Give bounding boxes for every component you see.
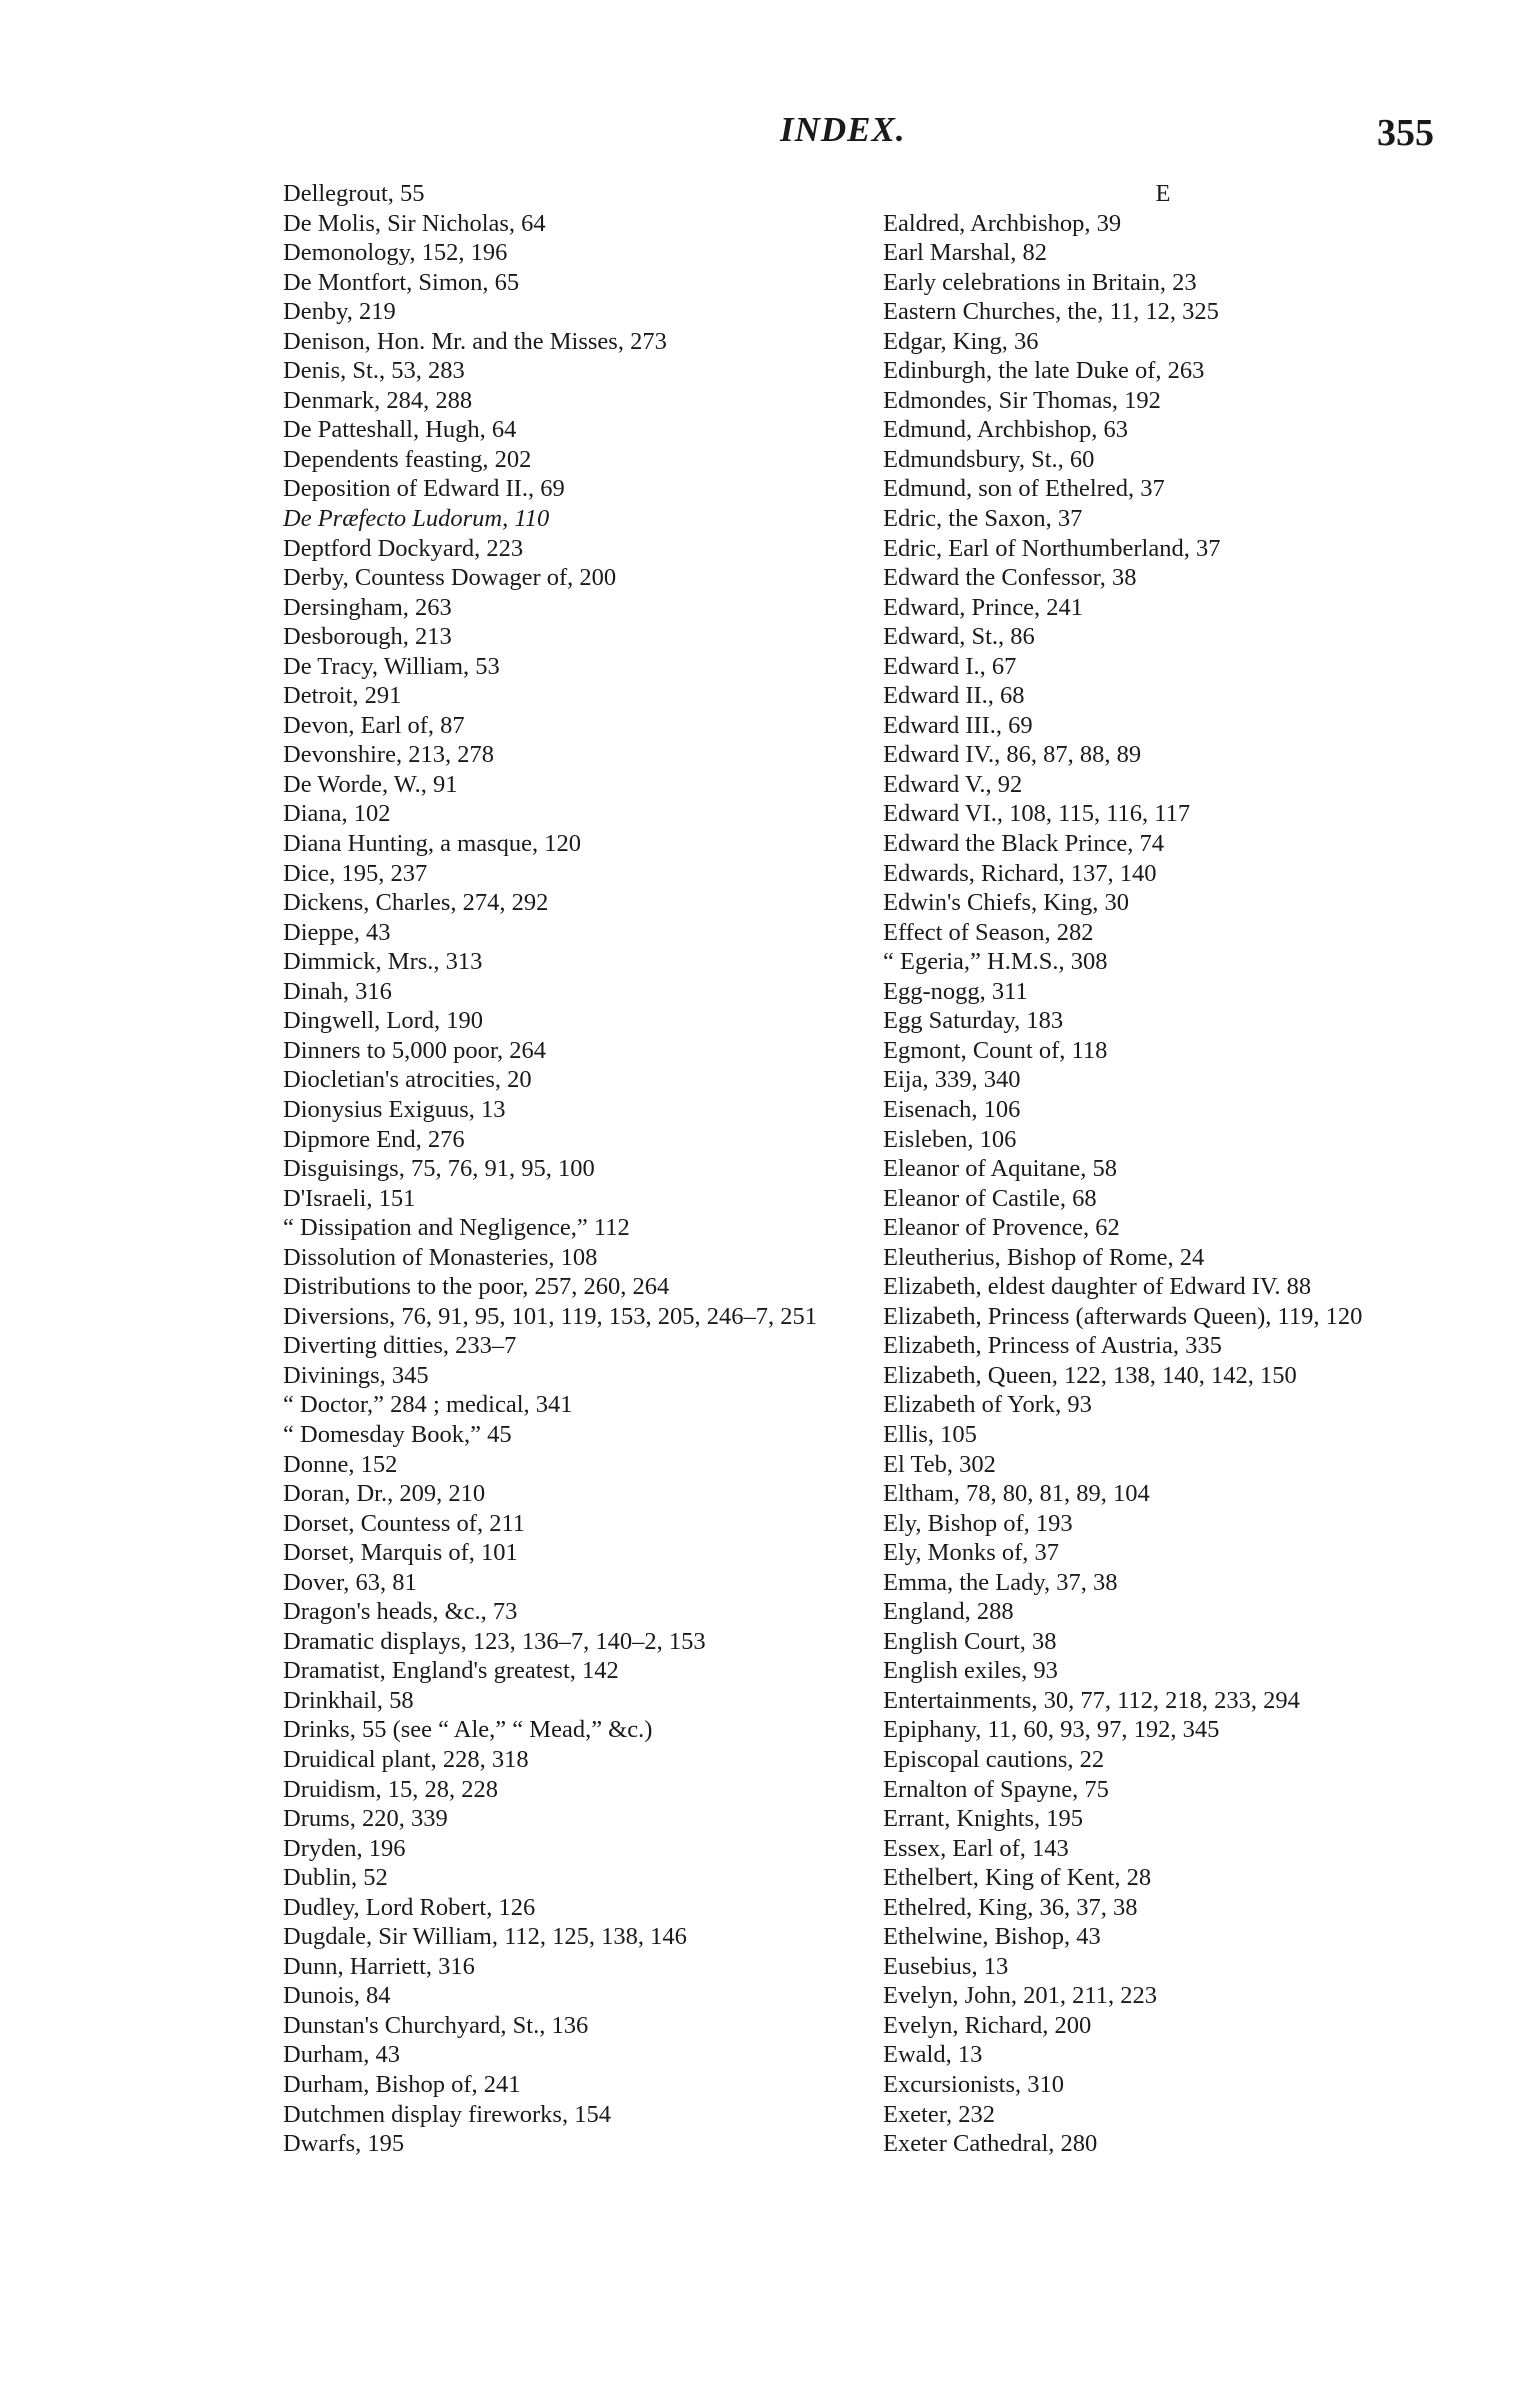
- index-entry: Ealdred, Archbishop, 39: [883, 209, 1122, 237]
- index-entry: Disguisings, 75, 76, 91, 95, 100: [283, 1155, 595, 1183]
- index-entry: Eleanor of Aquitane, 58: [883, 1155, 1118, 1183]
- index-entry: Denison, Hon. Mr. and the Misses, 273: [283, 327, 667, 355]
- index-entry: Earl Marshal, 82: [883, 239, 1047, 267]
- index-entry: Elizabeth, Queen, 122, 138, 140, 142, 150: [883, 1361, 1297, 1389]
- index-entry: Dover, 63, 81: [283, 1568, 417, 1596]
- index-entry: Ewald, 13: [883, 2041, 983, 2069]
- index-entry: Drinkhail, 58: [283, 1686, 414, 1714]
- index-entry: Ethelwine, Bishop, 43: [883, 1923, 1101, 1951]
- index-entry: Egmont, Count of, 118: [883, 1036, 1108, 1064]
- index-entry: Demonology, 152, 196: [283, 239, 508, 267]
- index-entry: Devonshire, 213, 278: [283, 741, 494, 769]
- letter-heading: E: [1155, 180, 1171, 207]
- index-entry: Dissolution of Monasteries, 108: [283, 1243, 598, 1271]
- index-entry: Eleutherius, Bishop of Rome, 24: [883, 1243, 1205, 1271]
- index-entry: Elizabeth, Princess (afterwards Queen), 119, 120: [883, 1302, 1363, 1330]
- index-entry: Dickens, Charles, 274, 292: [283, 889, 549, 917]
- index-entry: Durham, 43: [283, 2041, 401, 2069]
- index-entry: Dwarfs, 195: [283, 2130, 405, 2158]
- index-entry: Edmund, son of Ethelred, 37: [883, 475, 1165, 503]
- index-entry: Elizabeth, eldest daughter of Edward IV. 88: [883, 1273, 1312, 1301]
- index-entry: Dinners to 5,000 poor, 264: [283, 1036, 547, 1064]
- index-entry: De Tracy, William, 53: [283, 652, 500, 680]
- index-entry: Edgar, King, 36: [883, 327, 1039, 355]
- index-entry: Drums, 220, 339: [283, 1805, 448, 1833]
- index-entry: Eusebius, 13: [883, 1952, 1009, 1980]
- index-entry: Evelyn, Richard, 200: [883, 2011, 1092, 2039]
- index-entry: Dudley, Lord Robert, 126: [283, 1893, 536, 1921]
- index-entry: Dorset, Countess of, 211: [283, 1509, 526, 1537]
- index-entry: Edward I., 67: [883, 652, 1017, 680]
- index-entry: D'Israeli, 151: [283, 1184, 416, 1212]
- index-entry: Dunois, 84: [283, 1982, 391, 2010]
- index-entry: Devon, Earl of, 87: [283, 711, 465, 739]
- index-entry: Diana Hunting, a masque, 120: [283, 830, 582, 858]
- index-entry: Deposition of Edward II., 69: [283, 475, 565, 503]
- index-entry: Drinks, 55 (see “ Ale,” “ Mead,” &c.): [283, 1716, 653, 1744]
- index-entry: Eleanor of Castile, 68: [883, 1184, 1097, 1212]
- index-entry: Edward III., 69: [883, 711, 1033, 739]
- index-entry: Dublin, 52: [283, 1864, 388, 1892]
- index-entry: Ethelred, King, 36, 37, 38: [883, 1893, 1138, 1921]
- index-entry: Detroit, 291: [283, 682, 402, 710]
- index-entry: Dice, 195, 237: [283, 859, 428, 887]
- index-entry: Dinah, 316: [283, 977, 392, 1005]
- index-entry: De Worde, W., 91: [283, 770, 458, 798]
- index-entry: Druidism, 15, 28, 228: [283, 1775, 499, 1803]
- index-entry: Edinburgh, the late Duke of, 263: [883, 357, 1205, 385]
- index-entry: Edwards, Richard, 137, 140: [883, 859, 1157, 887]
- index-column-left: [283, 179, 853, 2159]
- index-entry: Dutchmen display fireworks, 154: [283, 2100, 611, 2128]
- index-entry: Dugdale, Sir William, 112, 125, 138, 146: [283, 1923, 687, 1951]
- index-entry: Dryden, 196: [283, 1834, 406, 1862]
- index-entry: Eija, 339, 340: [883, 1066, 1021, 1094]
- index-entry: Essex, Earl of, 143: [883, 1834, 1069, 1862]
- index-entry: Emma, the Lady, 37, 38: [883, 1568, 1118, 1596]
- index-entry: Egg Saturday, 183: [883, 1007, 1064, 1035]
- index-entry: “ Doctor,” 284 ; medical, 341: [283, 1391, 573, 1419]
- index-entry: Evelyn, John, 201, 211, 223: [883, 1982, 1158, 2010]
- index-entry: Epiphany, 11, 60, 93, 97, 192, 345: [883, 1716, 1220, 1744]
- index-entry: Excursionists, 310: [883, 2071, 1065, 2098]
- index-entry: Ellis, 105: [883, 1420, 977, 1448]
- index-entry: Edward the Confessor, 38: [883, 564, 1137, 592]
- index-entry: Dramatist, England's greatest, 142: [283, 1657, 619, 1685]
- index-entry: England, 288: [883, 1598, 1014, 1626]
- index-entry: Effect of Season, 282: [883, 918, 1094, 946]
- index-entry: Diana, 102: [283, 800, 391, 828]
- index-entry: Denis, St., 53, 283: [283, 357, 465, 385]
- index-column-right: [883, 179, 1453, 2159]
- index-entry: “ Egeria,” H.M.S., 308: [883, 948, 1108, 976]
- index-entry: Dimmick, Mrs., 313: [283, 948, 483, 976]
- index-entry: Eltham, 78, 80, 81, 89, 104: [883, 1480, 1150, 1508]
- page-number: 355: [1377, 112, 1434, 154]
- index-entry: Divinings, 345: [283, 1361, 429, 1389]
- index-entry: De Montfort, Simon, 65: [283, 268, 520, 296]
- index-entry: Denby, 219: [283, 298, 396, 326]
- index-entry: “ Domesday Book,” 45: [283, 1420, 512, 1448]
- index-entry: Dragon's heads, &c., 73: [283, 1598, 518, 1626]
- index-entry: Donne, 152: [283, 1450, 398, 1478]
- index-entry: Durham, Bishop of, 241: [283, 2071, 521, 2098]
- index-entry: Dipmore End, 276: [283, 1125, 465, 1153]
- index-entry: Elizabeth, Princess of Austria, 335: [883, 1332, 1222, 1360]
- index-entry: Edward IV., 86, 87, 88, 89: [883, 741, 1142, 769]
- index-entry: Dieppe, 43: [283, 918, 391, 946]
- index-entry: Ernalton of Spayne, 75: [883, 1775, 1109, 1803]
- index-entry: Edward the Black Prince, 74: [883, 830, 1164, 858]
- index-entry: Dellegrout, 55: [283, 180, 425, 207]
- index-entry: Ely, Monks of, 37: [883, 1539, 1060, 1567]
- index-entry: Episcopal cautions, 22: [883, 1745, 1105, 1773]
- index-entry: De Præfecto Ludorum, 110: [283, 505, 550, 533]
- index-entry: Edwin's Chiefs, King, 30: [883, 889, 1130, 917]
- index-entry: Edmundsbury, St., 60: [883, 445, 1095, 473]
- index-entry: Diverting ditties, 233–7: [283, 1332, 517, 1360]
- index-entry: Eleanor of Provence, 62: [883, 1214, 1120, 1242]
- index-entry: Edmund, Archbishop, 63: [883, 416, 1128, 444]
- index-entry: Eisleben, 106: [883, 1125, 1017, 1153]
- index-entry: Doran, Dr., 209, 210: [283, 1480, 486, 1508]
- index-entry: Eisenach, 106: [883, 1095, 1021, 1123]
- index-entry: Edric, Earl of Northumberland, 37: [883, 534, 1221, 562]
- index-entry: Derby, Countess Dowager of, 200: [283, 564, 617, 592]
- index-entry: Edward II., 68: [883, 682, 1025, 710]
- index-entry: Deptford Dockyard, 223: [283, 534, 524, 562]
- index-entry: English exiles, 93: [883, 1657, 1058, 1685]
- index-entry: Distributions to the poor, 257, 260, 264: [283, 1273, 670, 1301]
- index-entry: Errant, Knights, 195: [883, 1805, 1084, 1833]
- index-entry: Edward VI., 108, 115, 116, 117: [883, 800, 1191, 828]
- index-entry: Ely, Bishop of, 193: [883, 1509, 1073, 1537]
- index-entry: English Court, 38: [883, 1627, 1057, 1655]
- index-entry: Edward, St., 86: [883, 623, 1035, 651]
- index-entry: “ Dissipation and Negligence,” 112: [283, 1214, 630, 1242]
- index-entry: Edric, the Saxon, 37: [883, 505, 1083, 533]
- index-entry: Dunstan's Churchyard, St., 136: [283, 2011, 589, 2039]
- index-entry: Entertainments, 30, 77, 112, 218, 233, 294: [883, 1686, 1300, 1714]
- index-entry: Dramatic displays, 123, 136–7, 140–2, 153: [283, 1627, 706, 1655]
- index-entry: Dunn, Harriett, 316: [283, 1952, 475, 1980]
- running-head: INDEX.: [780, 110, 906, 149]
- index-entry: Elizabeth of York, 93: [883, 1391, 1092, 1419]
- index-entry: De Molis, Sir Nicholas, 64: [283, 209, 546, 237]
- index-entry: Druidical plant, 228, 318: [283, 1745, 529, 1773]
- index-entry: Eastern Churches, the, 11, 12, 325: [883, 298, 1219, 326]
- index-entry: De Patteshall, Hugh, 64: [283, 416, 517, 444]
- index-entry: Dorset, Marquis of, 101: [283, 1539, 518, 1567]
- index-entry: Dependents feasting, 202: [283, 445, 532, 473]
- index-entry: Edward V., 92: [883, 770, 1023, 798]
- index-entry: Dingwell, Lord, 190: [283, 1007, 484, 1035]
- index-entry: Egg-nogg, 311: [883, 977, 1028, 1005]
- index-entry: Edmondes, Sir Thomas, 192: [883, 386, 1161, 414]
- index-entry: Desborough, 213: [283, 623, 452, 651]
- index-entry: Denmark, 284, 288: [283, 386, 473, 414]
- index-entry: Early celebrations in Britain, 23: [883, 268, 1197, 296]
- index-entry: Edward, Prince, 241: [883, 593, 1084, 621]
- index-entry: Dionysius Exiguus, 13: [283, 1095, 506, 1123]
- index-entry: Diocletian's atrocities, 20: [283, 1066, 532, 1094]
- index-entry: Exeter Cathedral, 280: [883, 2130, 1098, 2158]
- index-entry: Dersingham, 263: [283, 593, 452, 621]
- index-entry: Ethelbert, King of Kent, 28: [883, 1864, 1152, 1892]
- index-entry: Diversions, 76, 91, 95, 101, 119, 153, 205, 246–7, 251: [283, 1302, 817, 1330]
- index-entry: El Teb, 302: [883, 1450, 996, 1478]
- index-entry: Exeter, 232: [883, 2100, 995, 2128]
